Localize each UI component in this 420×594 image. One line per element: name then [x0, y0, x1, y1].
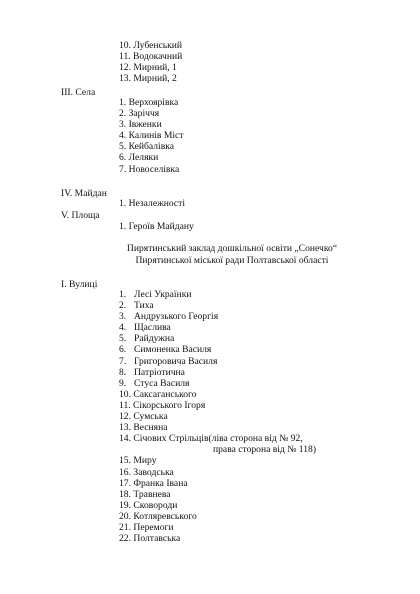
list-item: 16. Заводська	[119, 466, 174, 478]
list-item: 21. Перемоги	[119, 521, 174, 533]
item-number: 9.	[119, 377, 127, 389]
list-item: 22. Полтавська	[119, 533, 181, 545]
list-item	[119, 322, 316, 333]
list-item: 1. Незалежності	[119, 198, 185, 209]
item-number: 3.	[119, 311, 127, 323]
list-item: 19. Сковороди	[119, 499, 178, 511]
list-item	[119, 344, 316, 355]
list-item: 20. Котляревського	[119, 510, 197, 522]
list-item: 17. Франка Івана	[119, 477, 188, 489]
section-heading-square: V. Площа	[61, 210, 100, 221]
continued-list	[119, 40, 182, 84]
section-heading-streets: І. Вулиці	[61, 279, 98, 290]
list-item: 18. Травнева	[119, 488, 171, 500]
villages-list	[119, 97, 184, 175]
section-heading-villages: ІІІ. Села	[61, 87, 96, 98]
item-number: 5.	[119, 333, 127, 345]
streets-list	[119, 289, 316, 544]
list-item: 12. Сумська	[119, 411, 168, 423]
list-item: 5. Кейбалівка	[119, 141, 174, 153]
list-item: 3. Івженки	[119, 119, 162, 131]
item-name: Патріотична	[134, 366, 185, 378]
list-item	[119, 311, 316, 322]
item-name: Райдужна	[134, 333, 175, 345]
list-item: 13. Мирний, 2	[119, 73, 177, 85]
list-item: 7. Новоселівка	[119, 163, 180, 175]
list-item: 11. Сікорського Ігоря	[119, 399, 206, 411]
list-item	[119, 367, 316, 378]
section-heading-maidan: IV. Майдан	[61, 188, 107, 199]
item-name: Стуса Василя	[134, 377, 190, 389]
item-number: 8.	[119, 366, 127, 378]
item-name: Андрузького Георгія	[134, 311, 219, 323]
item-number: 1.	[119, 289, 127, 300]
institution-title-line-1: Пирятинський заклад дошкільної освіти „Сонечко“	[126, 243, 338, 254]
item-number: 7.	[119, 355, 127, 367]
institution-title-line-2: Пирятинської міської ради Полтавської області	[135, 255, 329, 266]
list-item	[119, 333, 316, 344]
list-item: 10. Лубенський	[119, 40, 183, 51]
item-name: Тиха	[134, 300, 154, 312]
list-item	[119, 356, 316, 367]
list-item: 12. Мирний, 1	[119, 62, 177, 74]
item-number: 6.	[119, 344, 127, 356]
list-item	[119, 378, 316, 389]
list-item: 2. Заріччя	[119, 108, 160, 120]
list-item: 13. Весняна	[119, 422, 168, 434]
list-item: 1. Верхоярівка	[119, 97, 179, 108]
list-item: 14. Січових Стрільців(ліва сторона від № 92,	[119, 433, 303, 445]
item-name: Симоненка Василя	[134, 344, 212, 356]
list-item: 10. Саксаганського	[119, 388, 197, 400]
list-item: 11. Водокачний	[119, 51, 183, 63]
list-item	[119, 289, 316, 300]
list-item: 4. Калинів Міст	[119, 130, 184, 142]
list-item: 15. Миру	[119, 455, 157, 467]
item-number: 4.	[119, 322, 127, 334]
maidan-list	[119, 198, 185, 209]
list-item: 6. Леляки	[119, 152, 159, 164]
list-item	[119, 300, 316, 311]
item-number: 2.	[119, 300, 127, 312]
item-name: Григоровича Василя	[134, 355, 218, 367]
list-item: 1. Героїв Майдану	[119, 221, 194, 232]
square-list	[119, 221, 194, 232]
item-name: Щаслива	[134, 322, 171, 334]
item-name: Лесі Українки	[134, 289, 192, 300]
list-item-note: права сторона від № 118)	[213, 444, 317, 456]
